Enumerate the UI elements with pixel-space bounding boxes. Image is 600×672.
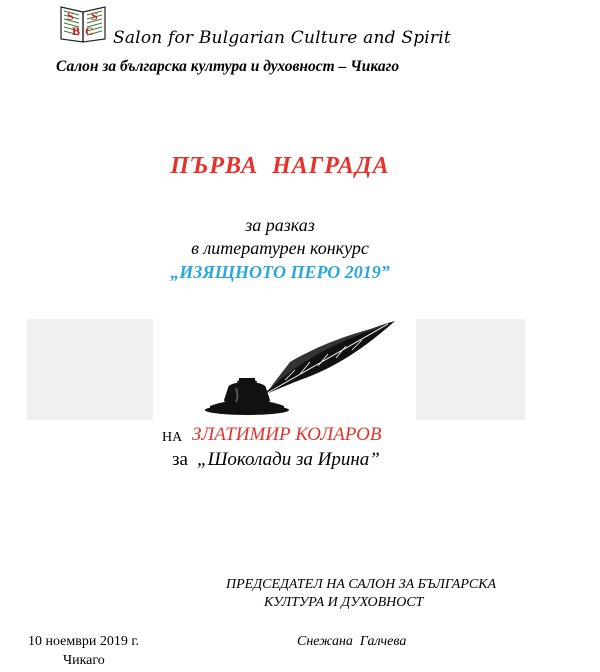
decor-panel-right bbox=[416, 319, 525, 420]
book-logo-icon bbox=[58, 4, 108, 44]
logo-letter: S bbox=[67, 9, 74, 23]
issue-date: 10 ноември 2019 г. bbox=[28, 634, 140, 649]
work-title: „Шоколади за Ирина” bbox=[197, 449, 380, 470]
logo-letter: B bbox=[72, 24, 81, 38]
recipient-name: ЗЛАТИМИР КОЛАРОВ bbox=[192, 424, 382, 445]
decor-panel-left bbox=[27, 319, 153, 420]
quill-inkwell-icon bbox=[200, 318, 405, 428]
work-prefix: за bbox=[172, 449, 188, 470]
signer-title-line2: КУЛТУРА И ДУХОВНОСТ bbox=[264, 595, 424, 610]
logo-letter: S bbox=[91, 9, 98, 23]
award-context: в литературен конкурс bbox=[191, 238, 369, 258]
signer-name: Снежана Галчева bbox=[297, 634, 407, 649]
brand-name-bg: Салон за българска култура и духовност – Чикаго bbox=[56, 58, 400, 75]
signer-title-line1: ПРЕДСЕДАТЕЛ НА САЛОН ЗА БЪЛГАРСКА bbox=[226, 577, 497, 592]
recipient-prefix: НА bbox=[162, 430, 183, 445]
logo-letter: C bbox=[85, 24, 94, 38]
brand-name-en: Salon for Bulgarian Culture and Spirit bbox=[113, 28, 451, 48]
award-title: ПЪРВА НАГРАДА bbox=[170, 153, 390, 179]
contest-name: „ИЗЯЩНОТО ПЕРО 2019” bbox=[170, 262, 390, 282]
award-category: за разказ bbox=[245, 215, 315, 235]
issue-city: Чикаго bbox=[63, 653, 105, 668]
